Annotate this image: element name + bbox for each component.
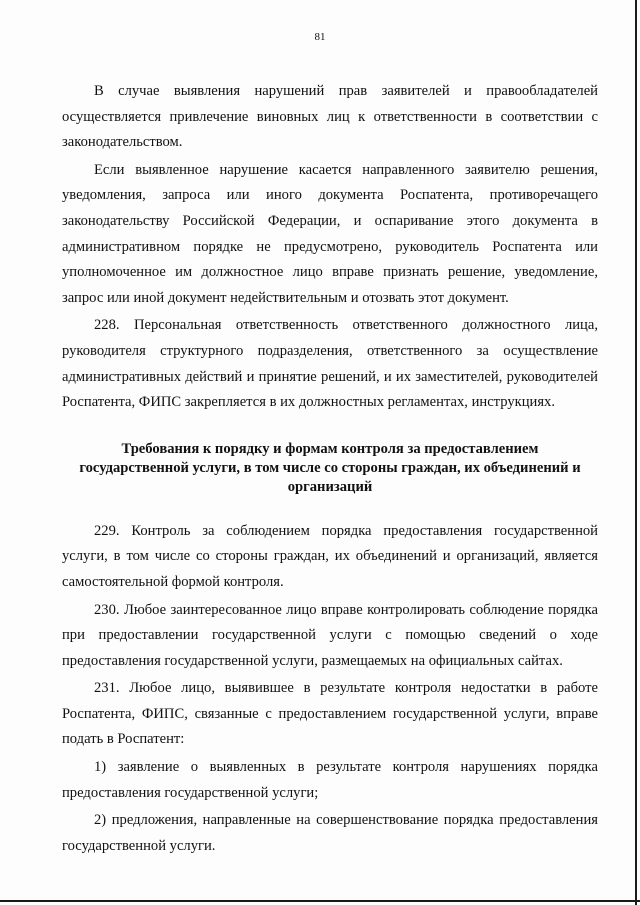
paragraph-invalidate-decision: Если выявленное нарушение касается направленного заявителю решения, уведомления, запроса или иного документа Роспатента, противоречащего законодательству Российской Федерации, и оспаривание этого документа в административном порядке не предусмотрено, руководитель Роспатента или уполномоченное им должностное лицо вправе признать решение, уведомление, запрос или иной документ недействительным и отозвать этот документ.: [62, 161, 598, 306]
page-number: 81: [314, 31, 326, 43]
section-heading: Требования к порядку и формам контроля за предоставлением государственной услуги, в том числе со стороны граждан, их объединений и организаций: [79, 440, 581, 495]
scan-edge-right: [635, 0, 637, 905]
paragraph-230: 230. Любое заинтересованное лицо вправе контролировать соблюдение порядка при предоставлении государственной услуги с помощью сведений о ходе предоставления государственной услуги, размещаемых на официальных сайтах.: [62, 601, 598, 669]
document-body: [62, 79, 598, 859]
paragraph-violations-liability: В случае выявления нарушений прав заявителей и правообладателей осуществляется привлечение виновных лиц к ответственности в соответствии с законодательством.: [62, 83, 598, 151]
list-item-1: 1) заявление о выявленных в результате контроля нарушениях порядка предоставления государственной услуги;: [62, 759, 598, 801]
paragraph-231: 231. Любое лицо, выявившее в результате контроля недостатки в работе Роспатента, ФИПС, связанные с предоставлением государственной услуги, вправе подать в Роспатент:: [62, 680, 598, 748]
scan-edge-bottom: [0, 900, 640, 902]
list-item-2: 2) предложения, направленные на совершенствование порядка предоставления государственной услуги.: [62, 812, 598, 854]
paragraph-229: 229. Контроль за соблюдением порядка предоставления государственной услуги, в том числе со стороны граждан, их объединений и организаций, является самостоятельной формой контроля.: [62, 522, 598, 590]
paragraph-228: 228. Персональная ответственность ответственного должностного лица, руководителя структурного подразделения, ответственного за осуществление административных действий и принятие решений, и их заместителей, руководителей Роспатента, ФИПС закрепляется в их должностных регламентах, инструкциях.: [62, 317, 598, 411]
